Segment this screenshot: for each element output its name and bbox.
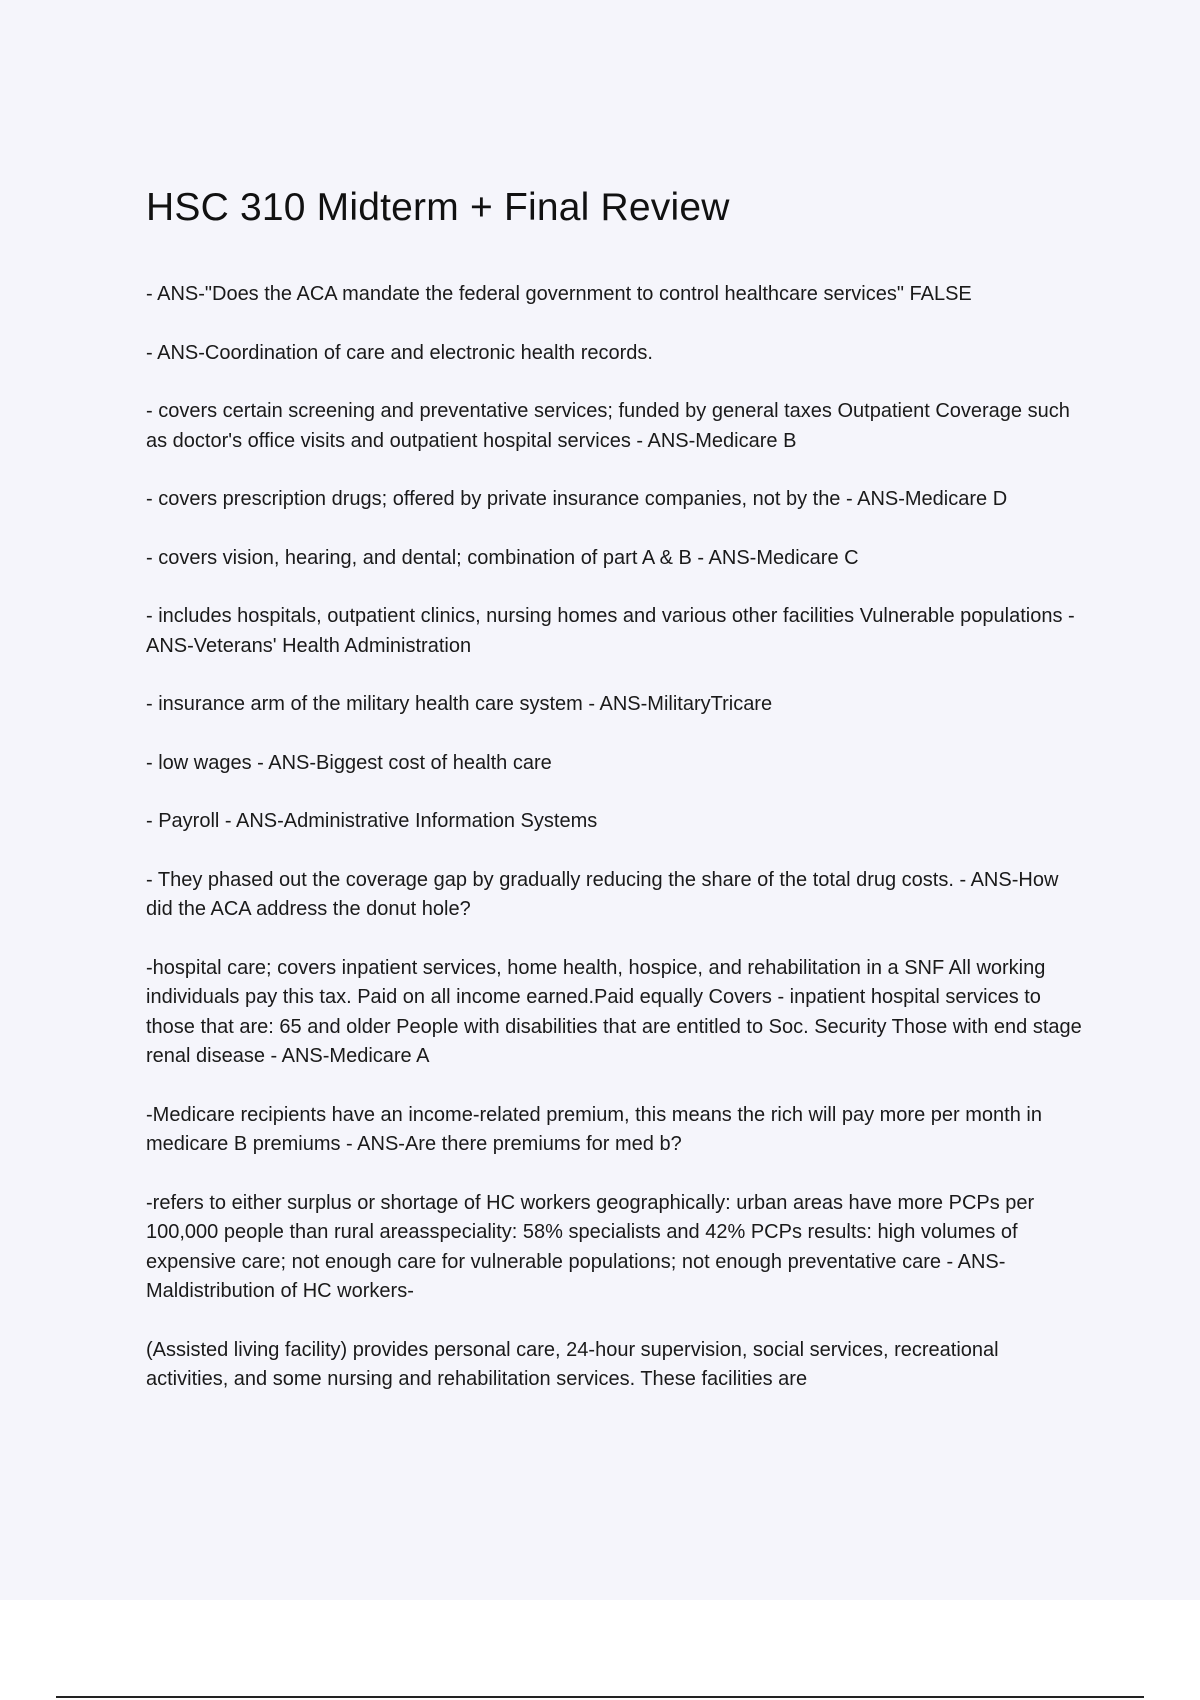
qa-entry: - insurance arm of the military health care system - ANS-MilitaryTricare [146, 693, 773, 715]
qa-entry: - ANS-Coordination of care and electronic health records. [146, 341, 653, 364]
document-title: HSC 310 Midterm + Final Review [146, 186, 730, 229]
qa-entry: - They phased out the coverage gap by gradually reducing the share of the total drug costs. - ANS-How did the ACA address the donut hole? [146, 868, 1059, 920]
qa-entry: - Payroll - ANS-Administrative Information Systems [146, 810, 598, 832]
qa-entry: - covers certain screening and preventative services; funded by general taxes Outpatient Coverage such as doctor's office visits and outpatient hospital services - ANS-Medicare B [146, 400, 1070, 452]
qa-entry: - includes hospitals, outpatient clinics, nursing homes and various other facilities Vulnerable populations - ANS-Veterans' Health Administration [146, 605, 1075, 657]
qa-entry: - ANS-"Does the ACA mandate the federal government to control healthcare services" FALSE [146, 283, 972, 305]
page-divider [56, 1696, 1144, 1698]
qa-entry: -hospital care; covers inpatient services, home health, hospice, and rehabilitation in a SNF All working individuals pay this tax. Paid on all income earned.Paid equally Covers - inpatient hospital services to those that are: 65 and older People with disabilities that are entitled to Soc. Security Those with end stage renal disease - ANS-Medicare A [146, 956, 1082, 1067]
qa-entry: - covers vision, hearing, and dental; combination of part A & B - ANS-Medicare C [146, 546, 859, 569]
qa-entry: - low wages - ANS-Biggest cost of health care [146, 751, 552, 774]
qa-entry: -Medicare recipients have an income-related premium, this means the rich will pay more per month in medicare B premiums - ANS-Are there premiums for med b? [146, 1103, 1042, 1155]
qa-entry: - covers prescription drugs; offered by private insurance companies, not by the - ANS-Medicare D [146, 488, 1008, 510]
qa-entry-list [146, 280, 1086, 1424]
qa-entry: -refers to either surplus or shortage of HC workers geographically: urban areas have more PCPs per 100,000 people than rural areasspeciality: 58% specialists and 42% PCPs results: high volumes of expensive care; not enough care for vulnerable populations; not enough preventative care - ANS-Maldistribution of HC workers- [146, 1191, 1035, 1302]
qa-entry: (Assisted living facility) provides personal care, 24-hour supervision, social services, recreational activities, and some nursing and rehabilitation services. These facilities are [146, 1338, 999, 1390]
